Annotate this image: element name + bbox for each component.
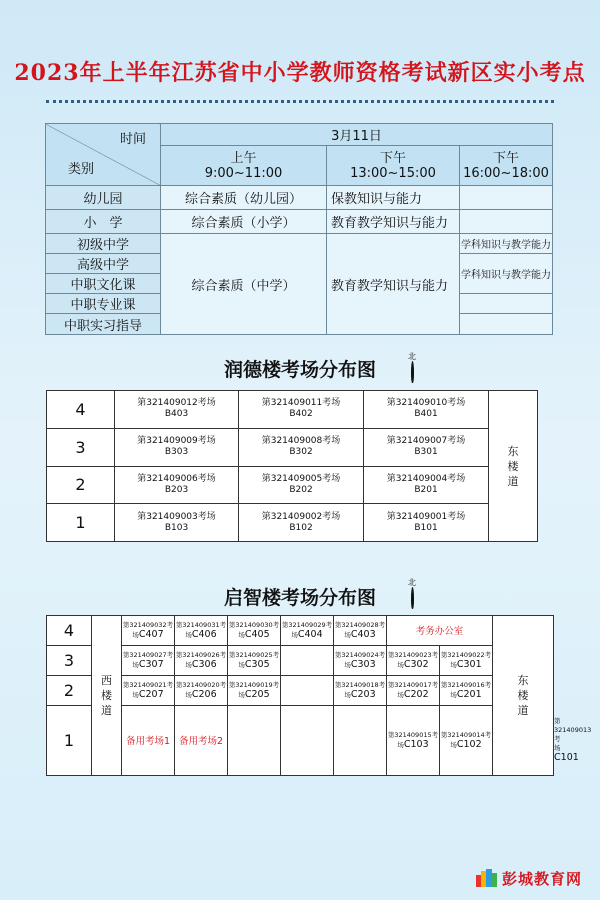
corner-category-label: 类别 xyxy=(68,162,95,177)
empty-cell xyxy=(460,294,553,314)
exam-room: 第321409021考场C207 xyxy=(122,675,175,705)
floor-label: 2 xyxy=(47,466,115,504)
site-logo[interactable] xyxy=(476,867,582,889)
session-header-2: 下午 13:00~15:00 xyxy=(327,146,460,186)
north-label: 北 xyxy=(408,352,416,361)
category-cell: 中职专业课 xyxy=(46,294,161,314)
exam-room: 第321409004考场 B201 xyxy=(364,466,489,504)
exam-room: 第321409018考场C203 xyxy=(334,675,387,705)
exam-room: 第321409025考场C305 xyxy=(228,645,281,675)
exam-room: 第321409001考场 B101 xyxy=(364,504,489,542)
subject-cell: 综合素质（小学） xyxy=(161,210,327,234)
subject-cell: 教育教学知识与能力 xyxy=(327,234,460,335)
exam-room: 第321409012考场 B403 xyxy=(115,391,239,429)
exam-room: 第321409002考场 B102 xyxy=(239,504,364,542)
floor-label: 4 xyxy=(47,616,92,646)
exam-room: 第321409028考场C403 xyxy=(334,616,387,646)
spare-room: 备用考场1 xyxy=(122,705,175,775)
spare-room: 备用考场2 xyxy=(175,705,228,775)
subject-cell: 综合素质（幼儿园） xyxy=(161,186,327,210)
books-logo-icon xyxy=(476,869,498,887)
exam-room: 第321409011考场 B402 xyxy=(239,391,364,429)
exam-room: 第321409023考场C302 xyxy=(387,645,440,675)
subject-cell: 保教知识与能力 xyxy=(327,186,460,210)
floor-label: 4 xyxy=(47,391,115,429)
category-cell: 初级中学 xyxy=(46,234,161,254)
subject-cell: 学科知识与教学能力 xyxy=(460,254,553,294)
exam-room: 第321409007考场 B301 xyxy=(364,428,489,466)
exam-schedule-table xyxy=(45,123,553,335)
exam-room: 第321409014考场C102 xyxy=(440,705,493,775)
exam-room: 第321409031考场C406 xyxy=(175,616,228,646)
empty-room xyxy=(228,705,281,775)
table-corner xyxy=(46,124,161,186)
exam-room: 第321409029考场C404 xyxy=(281,616,334,646)
north-label: 北 xyxy=(408,578,416,587)
exam-room: 第321409027考场C307 xyxy=(122,645,175,675)
runde-floor-map xyxy=(46,390,538,542)
session-header-3: 下午 16:00~18:00 xyxy=(460,146,553,186)
category-cell: 幼儿园 xyxy=(46,186,161,210)
empty-room xyxy=(281,645,334,675)
exam-room: 第321409017考场C202 xyxy=(387,675,440,705)
subject-cell: 教育教学知识与能力 xyxy=(327,210,460,234)
floor-label: 1 xyxy=(47,705,92,775)
subject-cell: 学科知识与教学能力 xyxy=(460,234,553,254)
north-compass xyxy=(405,578,419,609)
exam-room: 第321409032考场C407 xyxy=(122,616,175,646)
east-stairway: 东楼道 xyxy=(489,391,538,542)
runde-title: 润德楼考场分布图 xyxy=(223,359,376,381)
session-header-1: 上午 9:00~11:00 xyxy=(161,146,327,186)
page-title: 2023年上半年江苏省中小学教师资格考试新区实小考点 xyxy=(14,60,586,86)
north-arrow-icon xyxy=(411,361,414,383)
empty-cell xyxy=(460,186,553,210)
exam-office: 考务办公室 xyxy=(387,616,493,646)
qizhi-floor-map: 4 西楼道 第321409032考场C407 第321409031考场C406 第321409030考场C405 第321409029考场C404 第321409028考场C403 考务办公室 东楼道 3 第321409027考场C307 第321409026考场C306 第321409025考场C305 第321409024考场C303 第321409023考场C302 第321409022考场C301 2 第321409021考场C207 第321409020考场C206 第321409019考场C205 第321409018考场C203 第321409017考场C202 第321409016考场C201 1 备用考场1 备用考场2 第321409015考场C103 第321409014考场C102 第321409013考场C101 xyxy=(46,615,554,776)
floor-label: 2 xyxy=(47,675,92,705)
exam-room: 第321409020考场C206 xyxy=(175,675,228,705)
floor-label: 3 xyxy=(47,428,115,466)
category-cell: 小 学 xyxy=(46,210,161,234)
exam-room: 第321409016考场C201 xyxy=(440,675,493,705)
empty-cell xyxy=(460,314,553,335)
floor-label: 3 xyxy=(47,645,92,675)
dotted-divider xyxy=(46,100,554,103)
north-arrow-icon xyxy=(411,587,414,609)
west-stairway: 西楼道 xyxy=(92,616,122,776)
subject-cell: 综合素质（中学） xyxy=(161,234,327,335)
exam-room: 第321409010考场 B401 xyxy=(364,391,489,429)
category-cell: 中职文化课 xyxy=(46,274,161,294)
qizhi-title: 启智楼考场分布图 xyxy=(223,587,376,609)
exam-room: 第321409005考场 B202 xyxy=(239,466,364,504)
empty-room xyxy=(281,675,334,705)
exam-room: 第321409015考场C103 xyxy=(387,705,440,775)
exam-room: 第321409030考场C405 xyxy=(228,616,281,646)
date-header: 3月11日 xyxy=(161,124,553,146)
category-cell: 中职实习指导 xyxy=(46,314,161,335)
exam-room: 第321409006考场 B203 xyxy=(115,466,239,504)
exam-room: 第321409009考场 B303 xyxy=(115,428,239,466)
exam-room: 第321409022考场C301 xyxy=(440,645,493,675)
logo-text: 彭城教育网 xyxy=(501,869,582,888)
empty-room xyxy=(281,705,334,775)
exam-room: 第321409003考场 B103 xyxy=(115,504,239,542)
empty-cell xyxy=(460,210,553,234)
exam-room: 第321409026考场C306 xyxy=(175,645,228,675)
category-cell: 高级中学 xyxy=(46,254,161,274)
floor-label: 1 xyxy=(47,504,115,542)
east-stairway: 东楼道 xyxy=(493,616,554,776)
exam-room: 第321409008考场 B302 xyxy=(239,428,364,466)
empty-room xyxy=(334,705,387,775)
exam-room: 第321409024考场C303 xyxy=(334,645,387,675)
north-compass xyxy=(405,352,419,383)
exam-room: 第321409019考场C205 xyxy=(228,675,281,705)
corner-time-label: 时间 xyxy=(119,132,146,147)
